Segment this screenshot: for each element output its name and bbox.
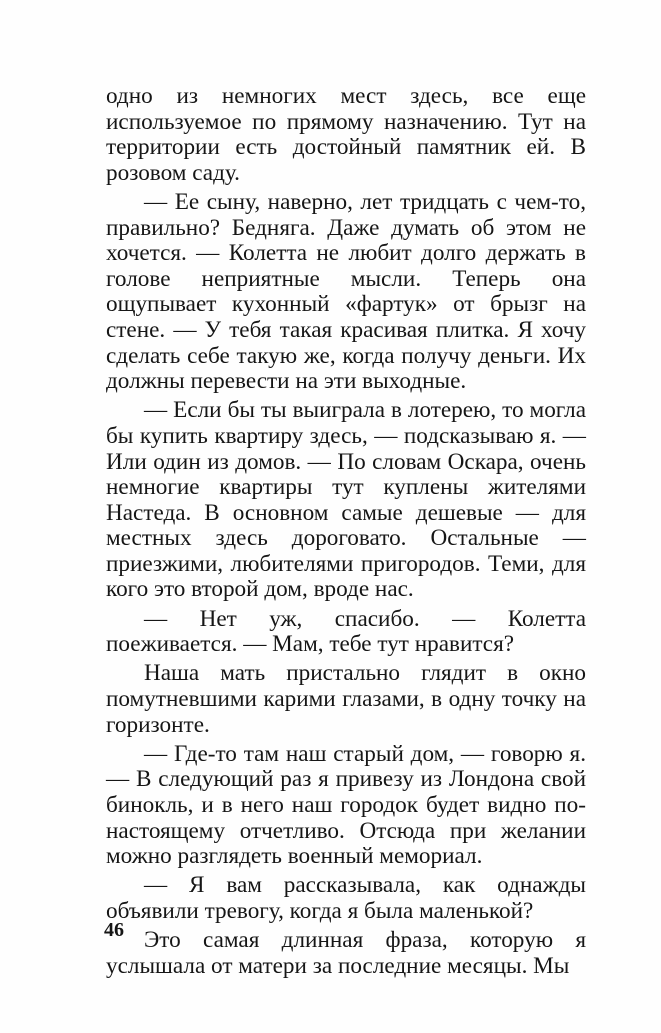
paragraph: Наша мать пристально глядит в окно помутневшими карими глазами, в одну точку на горизонте. bbox=[106, 660, 586, 738]
paragraph: Это самая длинная фраза, которую я услышала от матери за последние месяцы. Мы bbox=[106, 927, 586, 979]
paragraph: — Ее сыну, наверно, лет тридцать с чем-то, правильно? Бедняга. Даже думать об этом не хочется. — Колетта не любит долго держать в голове неприятные мысли. Теперь она ощупывает кухонный «фартук» от брызг на стене. — У тебя такая красивая плитка. Я хочу сделать себе такую же, когда получу деньги. Их должны перевести на эти выходные. bbox=[106, 188, 586, 395]
body-text bbox=[106, 84, 586, 983]
paragraph: — Где-то там наш старый дом, — говорю я. — В следующий раз я привезу из Лондона свой бинокль, и в него наш городок будет видно по-настоящему отчетливо. Отсюда при желании можно разглядеть военный мемориал. bbox=[106, 740, 586, 870]
paragraph: одно из немногих мест здесь, все еще используемое по прямому назначению. Тут на территории есть достойный памятник ей. В розовом саду. bbox=[106, 83, 586, 186]
page-number: 46 bbox=[104, 919, 124, 941]
paragraph: — Я вам рассказывала, как однажды объявили тревогу, когда я была маленькой? bbox=[106, 872, 586, 924]
paragraph: — Нет уж, спасибо. — Колетта поеживается. — Мам, тебе тут нравится? bbox=[106, 605, 586, 658]
paragraph: — Если бы ты выиграла в лотерею, то могла бы купить квартиру здесь, — подсказываю я. — Или один из домов. — По словам Оскара, очень немногие квартиры тут куплены жителями Настеда. В основном самые дешевые — для местных здесь дороговато. Остальные — приезжими, любителями пригородов. Теми, для кого это второй дом, вроде нас. bbox=[106, 397, 586, 603]
